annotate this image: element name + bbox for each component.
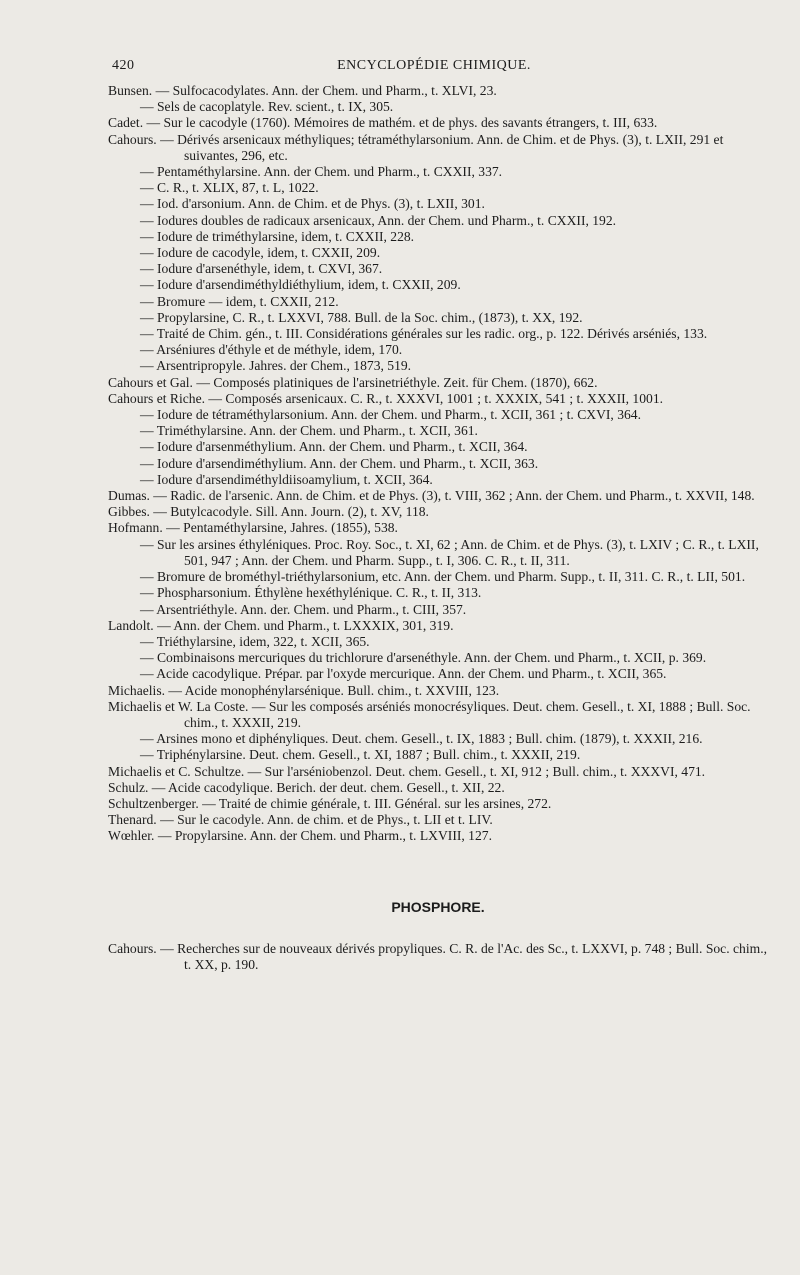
bibliography-entry: Cahours et Gal. — Composés platiniques de l'arsinetriéthyle. Zeit. für Chem. (1870), 662. [108, 374, 598, 390]
bibliography-entry: — Iodure d'arsenéthyle, idem, t. CXVI, 367. [140, 261, 383, 277]
bibliography-entry: Hofmann. — Pentaméthylarsine, Jahres. (1855), 538. [108, 520, 398, 536]
running-title: ENCYCLOPÉDIE CHIMIQUE. [337, 58, 531, 73]
bibliography-entry: Wœhler. — Propylarsine. Ann. der Chem. und Pharm., t. LXVIII, 127. [108, 828, 492, 844]
bibliography-entry: — Arsentriéthyle. Ann. der. Chem. und Pharm., t. CIII, 357. [140, 601, 467, 617]
bibliography-entry: Dumas. — Radic. de l'arsenic. Ann. de Chim. et de Phys. (3), t. VIII, 362 ; Ann. der Chem. und Pharm., t. XXVII, 148. [108, 488, 755, 504]
bibliography-entry: — C. R., t. XLIX, 87, t. L, 1022. [140, 180, 319, 196]
page-number: 420 [112, 58, 135, 73]
bibliography-list-phosphore [108, 941, 768, 973]
bibliography-entry: — Bromure de brométhyl-triéthylarsonium, etc. Ann. der Chem. und Pharm. Supp., t. II, 311. C. R., t. LII, 501. [140, 569, 746, 585]
bibliography-entry: — Iodure de cacodyle, idem, t. CXXII, 209. [140, 245, 381, 261]
bibliography-entry: Bunsen. — Sulfocacodylates. Ann. der Chem. und Pharm., t. XLVI, 23. [108, 83, 497, 98]
bibliography-entry: — Acide cacodylique. Prépar. par l'oxyde mercurique. Ann. der Chem. und Pharm., t. XCII, 365. [140, 666, 667, 682]
section-heading: PHOSPHORE. [391, 898, 485, 915]
bibliography-entry: — Iod. d'arsonium. Ann. de Chim. et de Phys. (3), t. LXII, 301. [140, 196, 485, 212]
bibliography-entry: — Iodure d'arsendiméthylium. Ann. der Chem. und Pharm., t. XCII, 363. [140, 455, 539, 471]
bibliography-entry: — Arsentripropyle. Jahres. der Chem., 1873, 519. [140, 358, 412, 374]
bibliography-entry: Schulz. — Acide cacodylique. Berich. der deut. chem. Gesell., t. XII, 22. [108, 779, 505, 795]
bibliography-entry: — Arséniures d'éthyle et de méthyle, idem, 170. [140, 342, 403, 358]
bibliography-entry: — Bromure — idem, t. CXXII, 212. [140, 293, 339, 309]
bibliography-entry: — Arsines mono et diphényliques. Deut. chem. Gesell., t. IX, 1883 ; Bull. chim. (1879), t. XXXII, 216. [140, 731, 703, 747]
bibliography-entry: — Iodure d'arsendiméthyldiéthylium, idem, t. CXXII, 209. [140, 277, 461, 293]
bibliography-entry: Michaelis. — Acide monophénylarsénique. Bull. chim., t. XXVIII, 123. [108, 682, 500, 698]
bibliography-entry: — Triméthylarsine. Ann. der Chem. und Pharm., t. XCII, 361. [140, 423, 478, 439]
bibliography-entry: — Pentaméthylarsine. Ann. der Chem. und Pharm., t. CXXII, 337. [140, 164, 503, 180]
bibliography-entry: — Combinaisons mercuriques du trichlorure d'arsenéthyle. Ann. der Chem. und Pharm., t. XCII, p. 369. [140, 650, 707, 666]
bibliography-entry: Thenard. — Sur le cacodyle. Ann. de chim. et de Phys., t. LII et t. LIV. [108, 812, 493, 828]
bibliography-entry: Landolt. — Ann. der Chem. und Pharm., t. LXXXIX, 301, 319. [108, 617, 454, 633]
page-header [112, 58, 756, 78]
bibliography-list [108, 83, 768, 845]
bibliography-entry: — Traité de Chim. gén., t. III. Considérations générales sur les radic. org., p. 122. Dérivés arséniés, 133. [140, 326, 708, 342]
bibliography-entry: — Iodure d'arsenméthylium. Ann. der Chem. und Pharm., t. XCII, 364. [140, 439, 528, 455]
bibliography-entry: Michaelis et W. La Coste. — Sur les composés arséniés monocrésyliques. Deut. chem. Gesell., t. XI, 1888 ; Bull. Soc. chim., t. XXXII, 219. [108, 698, 751, 730]
bibliography-entry: — Sels de cacoplatyle. Rev. scient., t. IX, 305. [140, 99, 394, 115]
bibliography-entry: — Sur les arsines éthyléniques. Proc. Roy. Soc., t. XI, 62 ; Ann. de Chim. et de Phys. (3), t. LXIV ; C. R., t. LXII, 501, 947 ; Ann. der Chem. und Pharm. Supp., t. I, 306. C. R., t. II, 311. [140, 536, 759, 568]
bibliography-entry: Cahours. — Dérivés arsenicaux méthyliques; tétraméthylarsonium. Ann. de Chim. et de Phys. (3), t. LXII, 291 et suivantes, 296, etc. [108, 131, 724, 163]
bibliography-entry: Schultzenberger. — Traité de chimie générale, t. III. Général. sur les arsines, 272. [108, 795, 552, 811]
bibliography-entry: Gibbes. — Butylcacodyle. Sill. Ann. Journ. (2), t. XV, 118. [108, 504, 429, 520]
bibliography-entry: — Triphénylarsine. Deut. chem. Gesell., t. XI, 1887 ; Bull. chim., t. XXXII, 219. [140, 747, 581, 763]
bibliography-entry: — Triéthylarsine, idem, 322, t. XCII, 365. [140, 633, 370, 649]
bibliography-entry: Cahours. — Recherches sur de nouveaux dérivés propyliques. C. R. de l'Ac. des Sc., t. LXXVI, p. 748 ; Bull. Soc. chim., t. XX, p. 190. [108, 940, 767, 972]
bibliography-body [108, 83, 768, 973]
bibliography-entry: — Iodure de tétraméthylarsonium. Ann. der Chem. und Pharm., t. XCII, 361 ; t. CXVI, 364. [140, 407, 642, 423]
bibliography-entry: Michaelis et C. Schultze. — Sur l'arséniobenzol. Deut. chem. Gesell., t. XI, 912 ; Bull. chim., t. XXXVI, 471. [108, 763, 706, 779]
bibliography-entry: Cahours et Riche. — Composés arsenicaux. C. R., t. XXXVI, 1001 ; t. XXXIX, 541 ; t. XXXII, 1001. [108, 390, 664, 406]
bibliography-entry: Cadet. — Sur le cacodyle (1760). Mémoires de mathém. et de phys. des savants étrangers, t. III, 633. [108, 115, 658, 131]
bibliography-entry: — Propylarsine, C. R., t. LXXVI, 788. Bull. de la Soc. chim., (1873), t. XX, 192. [140, 309, 583, 325]
bibliography-entry: — Phospharsonium. Éthylène hexéthylénique. C. R., t. II, 313. [140, 585, 482, 601]
bibliography-entry: — Iodure de triméthylarsine, idem, t. CXXII, 228. [140, 228, 415, 244]
bibliography-entry: — Iodure d'arsendiméthyldiisoamylium, t. XCII, 364. [140, 471, 433, 487]
bibliography-entry: — Iodures doubles de radicaux arsenicaux, Ann. der Chem. und Pharm., t. CXXII, 192. [140, 212, 617, 228]
